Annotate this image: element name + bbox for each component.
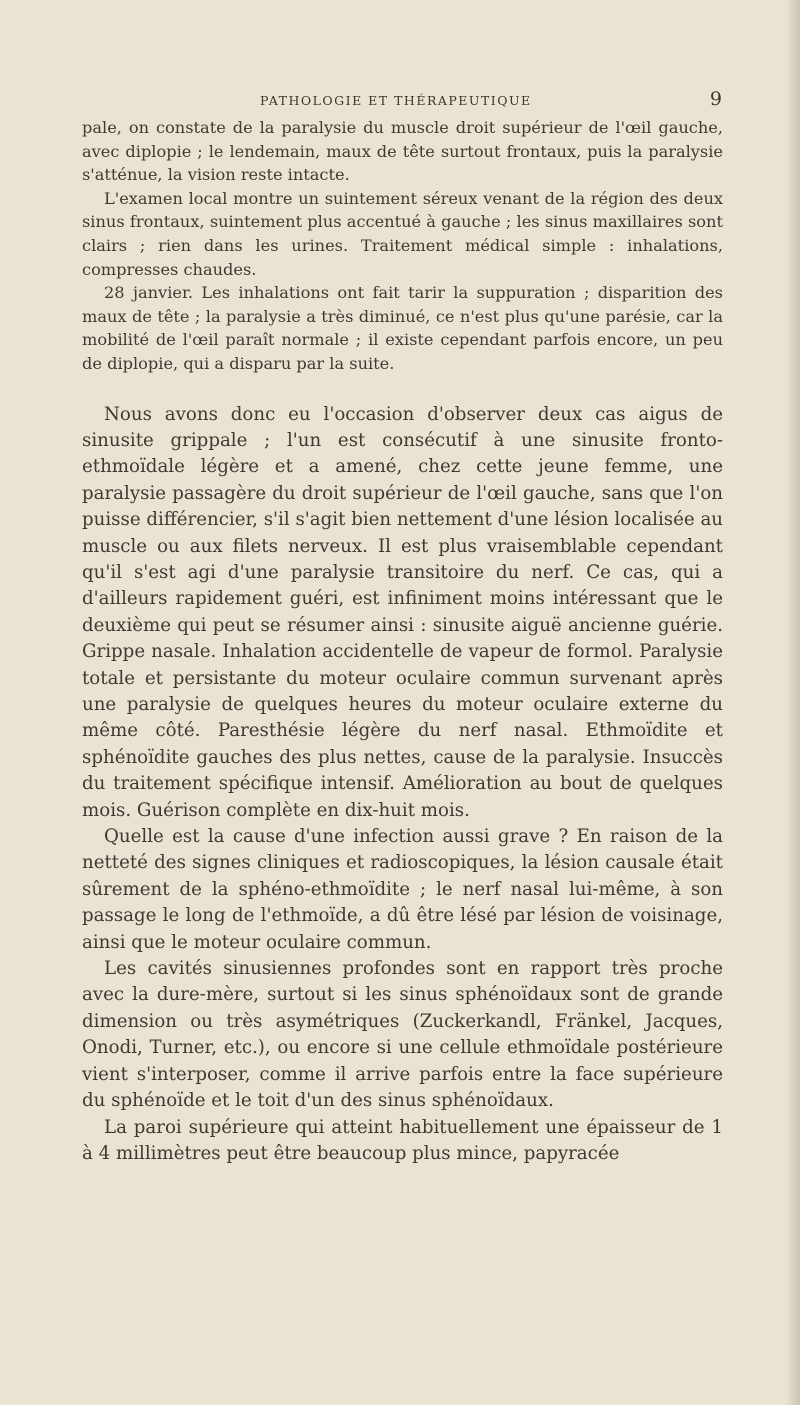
paragraph: Quelle est la cause d'une infection aussi grave ? En raison de la netteté des signes cliniques et radioscopiques, la lésion causale était sûrement de la sphéno-ethmoïdite ; le nerf nasal lui-même, à son passage le long de l'ethmoïde, a dû être lésé par lésion de voisinage, ainsi que le moteur oculaire commun. <box>82 826 723 953</box>
discussion <box>82 402 723 1168</box>
paragraph: pale, on constate de la paralysie du muscle droit supérieur de l'œil gauche, avec diplopie ; le lendemain, maux de tête surtout frontaux, puis la paralysie s'atténue, la vision reste intacte. <box>82 118 723 185</box>
body-text <box>82 116 723 1167</box>
case-observation <box>82 116 723 376</box>
page-number: 9 <box>709 88 722 110</box>
page-edge-shadow <box>786 0 800 1405</box>
paragraph: L'examen local montre un suintement séreux venant de la région des deux sinus frontaux, suintement plus accentué à gauche ; les sinus maxillaires sont clairs ; rien dans les urines. Traitement médical simple : inhalations, compresses chaudes. <box>82 188 723 279</box>
paragraph: 28 janvier. Les inhalations ont fait tarir la suppuration ; disparition des maux de tête ; la paralysie a très diminué, ce n'est plus qu'une parésie, car la mobilité de l'œil paraît normale ; il existe cependant parfois encore, un peu de diplopie, qui a disparu par la suite. <box>82 283 723 373</box>
paragraph: La paroi supérieure qui atteint habituellement une épaisseur de 1 à 4 millimètres peut être beaucoup plus mince, papyracée <box>82 1116 723 1164</box>
page-header <box>82 90 722 114</box>
paragraph: Nous avons donc eu l'occasion d'observer deux cas aigus de sinusite grippale ; l'un est consécutif à une sinusite fronto-ethmoïdale légère et a amené, chez cette jeune femme, une paralysie passagère du droit supérieur de l'œil gauche, sans que l'on puisse différencier, s'il s'agit bien nettement d'une lésion localisée au muscle ou aux filets nerveux. Il est plus vraisemblable cependant qu'il s'est agi d'une paralysie transitoire du nerf. Ce cas, qui a d'ailleurs rapidement guéri, est infiniment moins intéressant que le deuxième qui peut se résumer ainsi : sinusite aiguë ancienne guérie. Grippe nasale. Inhalation accidentelle de vapeur de formol. Paralysie totale et persistante du moteur oculaire commun survenant après une paralysie de quelques heures du moteur oculaire externe du même côté. Paresthésie légère du nerf nasal. Ethmoïdite et sphénoïdite gauches des plus nettes, cause de la paralysie. Insuccès du traitement spécifique intensif. Amélioration au bout de quelques mois. Guérison complète en dix-huit mois. <box>82 403 724 821</box>
paragraph: Les cavités sinusiennes profondes sont en rapport très proche avec la dure-mère, surtout si les sinus sphénoïdaux sont de grande dimension ou très asymétriques (Zuckerkandl, Fränkel, Jacques, Onodi, Turner, etc.), ou encore si une cellule ethmoïdale postérieure vient s'interposer, comme il arrive parfois entre la face supérieure du sphénoïde et le toit d'un des sinus sphénoïdaux. <box>82 958 723 1112</box>
running-head: PATHOLOGIE ET THÉRAPEUTIQUE <box>260 93 532 108</box>
